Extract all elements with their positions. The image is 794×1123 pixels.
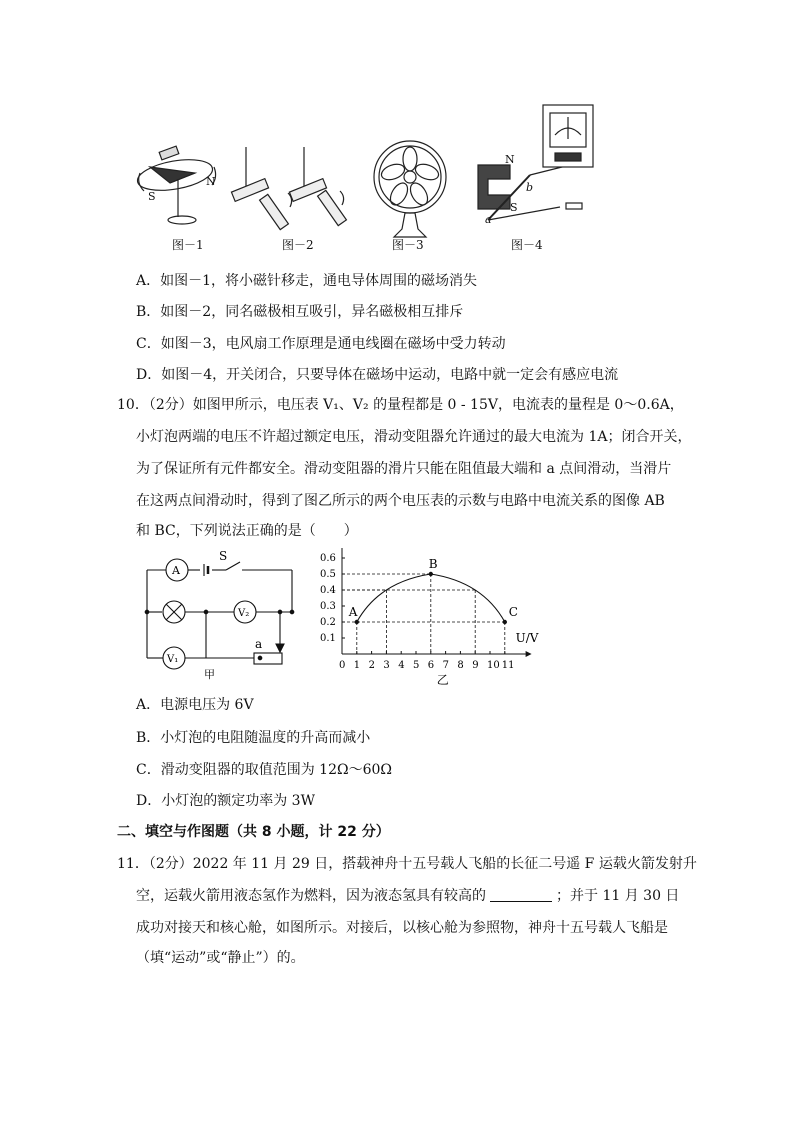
q11-line-4: （填“运动”或“静止”）的。: [136, 950, 305, 966]
x-tick-label: 8: [457, 660, 464, 671]
q10-line-2: 小灯泡两端的电压不许超过额定电压，滑动变阻器允许通过的最大电流为 1A；闭合开关，: [136, 429, 692, 445]
q9-option-a: A．如图－1，将小磁针移走，通电导体周围的磁场消失: [136, 273, 478, 289]
x-tick-label: 7: [442, 660, 449, 671]
fig2-hanging-magnets: [231, 147, 346, 230]
point-label-C: C: [508, 605, 518, 619]
q9-option-b: B．如图－2，同名磁极相互吸引，异名磁极相互排斥: [136, 304, 464, 320]
q11-blank-1[interactable]: [490, 887, 552, 902]
q10-option-a: A．电源电压为 6V: [136, 697, 254, 713]
y-tick-label: 0.6: [320, 553, 336, 564]
point-label-B: B: [428, 557, 438, 571]
q10-option-d: D．小灯泡的额定功率为 3W: [136, 793, 315, 809]
q9-option-c: C．如图－3，电风扇工作原理是通电线圈在磁场中受力转动: [136, 336, 506, 352]
svg-text:S: S: [148, 190, 156, 203]
q11-line-2: [136, 885, 679, 905]
x-tick-label: 9: [472, 660, 479, 671]
v1-label: V₁: [167, 654, 179, 665]
y-tick-label: 0.3: [320, 601, 336, 612]
y-tick-label: 0.5: [320, 569, 336, 580]
point-label-A: A: [348, 605, 358, 619]
circuit-caption: 甲: [204, 668, 215, 681]
x-tick-label: 10: [487, 660, 500, 671]
q11-line-3: 成功对接天和核心舱，如图所示。对接后，以核心舱为参照物，神舟十五号载人飞船是: [136, 920, 668, 936]
x-tick-label: 6: [427, 660, 435, 671]
v2-label: V₂: [238, 608, 250, 619]
x-tick-label: 1: [353, 660, 361, 671]
q10-line-1: 10．（2分）如图甲所示，电压表 V₁、V₂ 的量程都是 0 - 15V，电流表的量程是 0～0.6A，: [117, 397, 684, 413]
point-C: [503, 620, 507, 624]
fig4-caption: 图－4: [511, 238, 543, 252]
x-tick-label: 2: [368, 660, 375, 671]
fig2-caption: 图－2: [282, 238, 314, 252]
x-tick-label: 11: [501, 660, 515, 671]
fig1-caption: 图－1: [172, 238, 204, 252]
q10-line-4: 在这两点间滑动时，得到了图乙所示的两个电压表的示数与电路中电流关系的图像 AB: [136, 493, 665, 509]
svg-text:b: b: [526, 181, 534, 194]
x-tick-label: 0: [339, 660, 346, 671]
x-axis-label: U/V: [515, 631, 539, 645]
q10-line-5: 和 BC，下列说法正确的是（ ）: [136, 523, 358, 539]
y-tick-label: 0.2: [320, 617, 336, 628]
chart-caption: 乙: [436, 673, 449, 687]
curve-AB: [357, 574, 431, 622]
curve-BC: [431, 574, 505, 622]
svg-text:a: a: [485, 213, 492, 226]
switch-label: S: [219, 550, 228, 563]
fig4-induction-setup: [478, 105, 593, 226]
q10-option-c: C．滑动变阻器的取值范围为 12Ω～60Ω: [136, 762, 393, 778]
x-axis-arrow: [526, 651, 532, 657]
fig1-compass-wire: [135, 146, 216, 224]
svg-text:N: N: [206, 175, 216, 188]
q11-line-2a: 空，运载火箭用液态氢作为燃料，因为液态氢具有较高的: [136, 888, 486, 904]
svg-text:S: S: [510, 201, 518, 214]
q10-line-3: 为了保证所有元件都安全。滑动变阻器的滑片只能在阻值最大端和 a 点间滑动，当滑片: [136, 461, 672, 477]
q11-line-2b: ；并于 11 月 30 日: [556, 888, 680, 904]
x-tick-label: 5: [413, 660, 420, 671]
section2-heading: 二、填空与作图题（共 8 小题，计 22 分）: [117, 824, 390, 840]
circuit-diagram: [138, 550, 308, 685]
q9-option-d: D．如图－4，开关闭合，只要导体在磁场中运动，电路中就一定会有感应电流: [136, 367, 619, 383]
svg-text:N: N: [505, 153, 515, 166]
point-B: [429, 572, 433, 576]
y-tick-label: 0.1: [320, 633, 336, 644]
point-A: [355, 620, 359, 624]
point-a-label: a: [255, 637, 263, 651]
fig3-caption: 图－3: [392, 238, 424, 252]
x-tick-label: 4: [398, 660, 405, 671]
x-tick-label: 3: [383, 660, 390, 671]
y-tick-label: 0.4: [320, 585, 336, 596]
iu-chart: [318, 548, 588, 688]
ammeter-label: A: [172, 564, 180, 577]
iu-graph: [318, 548, 588, 688]
q10-option-b: B．小灯泡的电阻随温度的升高而减小: [136, 730, 371, 746]
q11-line-1: 11．（2分）2022 年 11 月 29 日，搭载神舟十五号载人飞船的长征二号遥 F 运载火箭发射升: [117, 856, 697, 872]
fig3-fan: [374, 141, 446, 237]
